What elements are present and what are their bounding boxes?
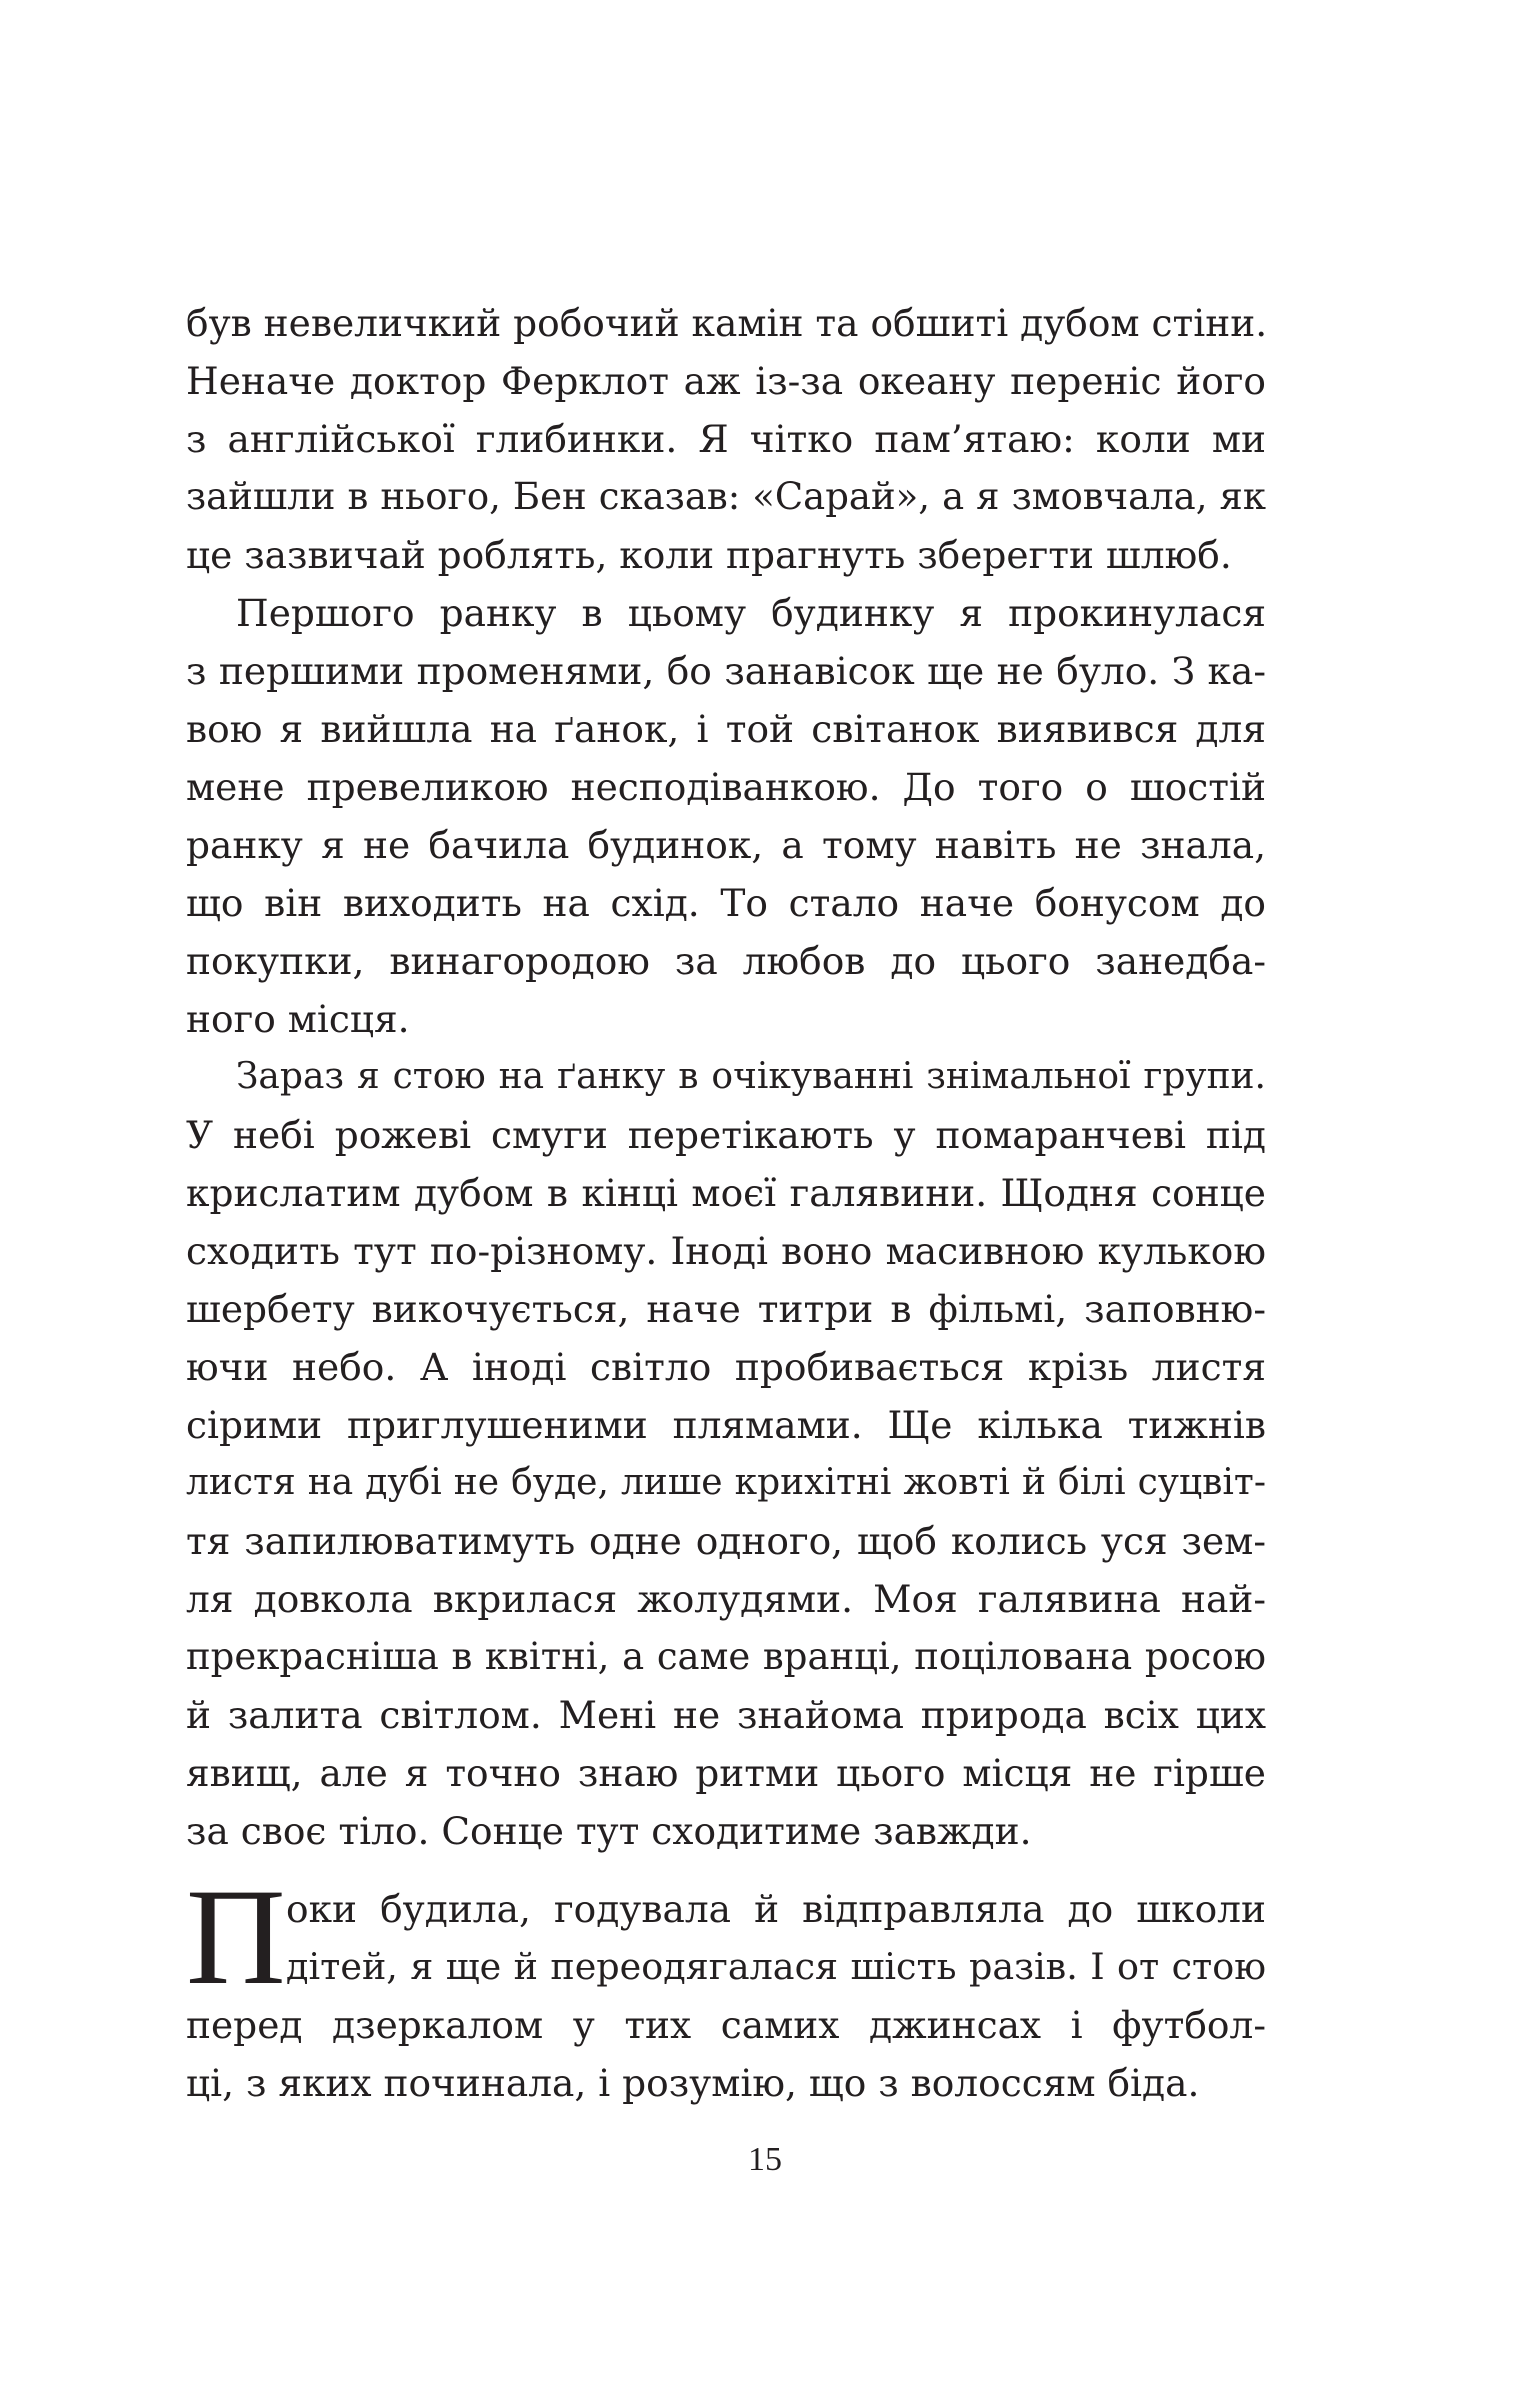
text-line: шербету викочується, наче титри в фільмі, заповню- xyxy=(186,1287,1266,1331)
text-line: що він виходить на схід. То стало наче бонусом до xyxy=(186,881,1266,925)
drop-cap: П xyxy=(186,1860,286,2013)
text-line: прекрасніша в квітні, а саме вранці, поцілована росою xyxy=(186,1635,1266,1678)
text-line: з англійської глибинки. Я чітко пам’ятаю: коли ми xyxy=(186,417,1266,461)
text-line: покупки, винагородою за любов до цього занедба- xyxy=(186,939,1266,983)
text-line: У небі рожеві смуги перетікають у помаранчеві під xyxy=(186,1113,1266,1157)
text-line: був невеличкий робочий камін та обшиті дубом стіни. xyxy=(186,301,1268,345)
text-line: й залита світлом. Мені не знайома природа всіх цих xyxy=(186,1693,1266,1737)
text-line: ля довкола вкрилася жолудями. Моя галявина най- xyxy=(186,1577,1266,1621)
text-line: сірими приглушеними плямами. Ще кілька тижнів xyxy=(186,1403,1266,1447)
page-number: 15 xyxy=(748,2141,782,2178)
text-line: листя на дубі не буде, лише крихітні жовті й білі суцвіт- xyxy=(186,1462,1266,1503)
text-line: ці, з яких починала, і розумію, що з волоссям біда. xyxy=(186,2061,1200,2105)
text-line: Першого ранку в цьому будинку я прокинулася xyxy=(236,591,1266,635)
section-2-text xyxy=(186,1860,1266,2112)
text-line: ного місця. xyxy=(186,997,410,1041)
text-line: вою я вийшла на ґанок, і той світанок виявився для xyxy=(186,707,1266,751)
text-line: оки будила, годувала й відправляла до школи xyxy=(286,1887,1266,1931)
text-line: явищ, але я точно знаю ритми цього місця не гірше xyxy=(186,1751,1266,1795)
text-line: ранку я не бачила будинок, а тому навіть не знала, xyxy=(186,823,1266,867)
text-line: перед дзеркалом у тих самих джинсах і футбол- xyxy=(186,2003,1266,2047)
text-line: сходить тут по-різному. Іноді воно масивною кулькою xyxy=(186,1229,1266,1273)
text-line: тя запилюватимуть одне одного, щоб колись уся зем- xyxy=(186,1519,1266,1563)
text-line: Зараз я стою на ґанку в очікуванні знімальної групи. xyxy=(236,1056,1266,1097)
text-line: крислатим дубом в кінці моєї галявини. Щодня сонце xyxy=(186,1171,1266,1215)
text-line: ючи небо. А іноді світло пробивається крізь листя xyxy=(186,1345,1266,1389)
text-line: за своє тіло. Сонце тут сходитиме завжди. xyxy=(186,1809,1032,1853)
text-line: Неначе доктор Ферклот аж із-за океану переніс його xyxy=(186,359,1266,403)
text-line: це зазвичай роблять, коли прагнуть зберегти шлюб. xyxy=(186,533,1232,577)
text-line: мене превеликою несподіванкою. До того о шостій xyxy=(186,765,1266,809)
text-line: з першими променями, бо занавісок ще не було. З ка- xyxy=(186,649,1266,693)
text-line: зайшли в нього, Бен сказав: «Сарай», а я змовчала, як xyxy=(186,475,1266,518)
text-line: дітей, я ще й переодягалася шість разів. І от стою xyxy=(286,1945,1266,1988)
main-text xyxy=(186,294,1266,1860)
